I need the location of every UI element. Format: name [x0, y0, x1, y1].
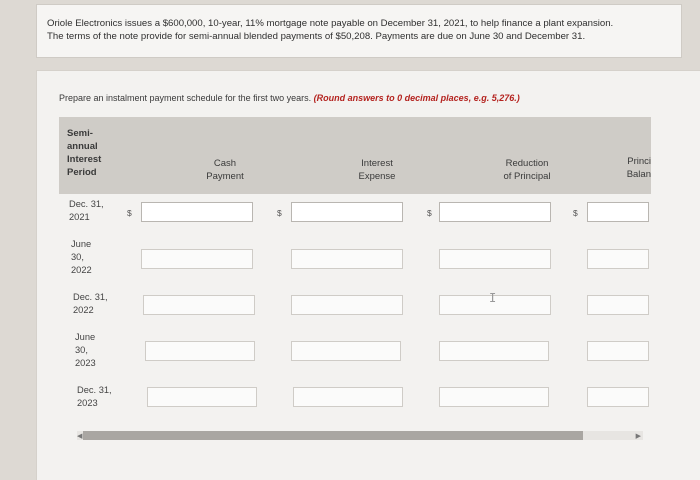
row-period-label	[71, 238, 92, 277]
row-period-label	[69, 198, 104, 224]
reduction-of-principal-input[interactable]	[439, 202, 551, 222]
header-reduction-line: of Principal	[503, 171, 551, 182]
row-period-line: 2021	[69, 212, 90, 222]
header-period-line: Period	[67, 167, 97, 178]
row-period-line: Dec. 31,	[73, 292, 108, 302]
header-principal-line: Balan	[626, 169, 651, 180]
text-cursor-icon: I	[489, 291, 497, 305]
row-period-line: 30,	[75, 345, 88, 355]
problem-line-1: Oriole Electronics issues a $600,000, 10-year, 11% mortgage note payable on December 31, 2021, to help finance a plant expansion.	[47, 18, 614, 29]
row-period-line: 2023	[77, 398, 98, 408]
scroll-left-arrow-icon[interactable]: ◀	[77, 433, 83, 440]
principal-balance-input[interactable]	[587, 249, 649, 269]
header-cash-line: Payment	[206, 171, 244, 182]
cash-payment-input[interactable]	[145, 341, 255, 361]
currency-symbol: $	[573, 208, 578, 218]
scrollbar-thumb[interactable]	[83, 431, 583, 440]
row-period-line: June	[75, 332, 96, 342]
interest-expense-input[interactable]	[293, 387, 403, 407]
interest-expense-input[interactable]	[291, 341, 401, 361]
header-principal-balance	[615, 155, 651, 181]
row-period-line: 2023	[75, 358, 96, 368]
header-cash-payment	[177, 157, 273, 183]
header-period-line: Interest	[67, 154, 102, 165]
scroll-right-arrow-icon[interactable]: ▶	[635, 433, 641, 440]
row-period-line: Dec. 31,	[69, 199, 104, 209]
header-cash-line: Cash	[213, 158, 237, 169]
row-period-line: 2022	[73, 305, 94, 315]
currency-symbol: $	[427, 208, 432, 218]
principal-balance-input[interactable]	[587, 202, 649, 222]
interest-expense-input[interactable]	[291, 202, 403, 222]
header-period-line: Semi-	[67, 128, 93, 139]
cash-payment-input[interactable]	[143, 295, 255, 315]
principal-balance-input[interactable]	[587, 295, 649, 315]
row-period-label	[75, 331, 96, 370]
interest-expense-input[interactable]	[291, 295, 403, 315]
instructions	[59, 93, 520, 103]
interest-expense-input[interactable]	[291, 249, 403, 269]
header-interest-line: Interest	[361, 158, 393, 169]
cash-payment-input[interactable]	[147, 387, 257, 407]
problem-statement	[47, 17, 677, 43]
reduction-of-principal-input[interactable]	[439, 387, 549, 407]
row-period-line: 30,	[71, 252, 84, 262]
question-panel	[36, 70, 700, 480]
row-period-line: Dec. 31,	[77, 385, 112, 395]
currency-symbol: $	[127, 208, 132, 218]
problem-line-2: The terms of the note provide for semi-annual blended payments of $50,208. Payments are due on June 30 and December 31.	[47, 31, 586, 42]
problem-statement-box	[36, 4, 682, 58]
rounding-hint: (Round answers to 0 decimal places, e.g. 5,276.)	[313, 93, 520, 103]
header-principal-line: Princi	[627, 156, 651, 167]
cash-payment-input[interactable]	[141, 249, 253, 269]
header-reduction-line: Reduction	[505, 158, 549, 169]
schedule-table-header	[59, 117, 651, 194]
row-period-label	[77, 384, 112, 410]
reduction-of-principal-input[interactable]	[439, 249, 551, 269]
header-period-line: annual	[67, 141, 98, 152]
horizontal-scrollbar[interactable]	[77, 431, 643, 440]
header-reduction-principal	[477, 157, 577, 183]
header-interest-expense	[327, 157, 427, 183]
instructions-text: Prepare an instalment payment schedule for the first two years.	[59, 93, 312, 103]
principal-balance-input[interactable]	[587, 387, 649, 407]
currency-symbol: $	[277, 208, 282, 218]
reduction-of-principal-input[interactable]	[439, 341, 549, 361]
row-period-line: 2022	[71, 265, 92, 275]
row-period-line: June	[71, 239, 92, 249]
cash-payment-input[interactable]	[141, 202, 253, 222]
principal-balance-input[interactable]	[587, 341, 649, 361]
row-period-label	[73, 291, 108, 317]
header-interest-line: Expense	[358, 171, 396, 182]
header-period	[67, 127, 101, 179]
